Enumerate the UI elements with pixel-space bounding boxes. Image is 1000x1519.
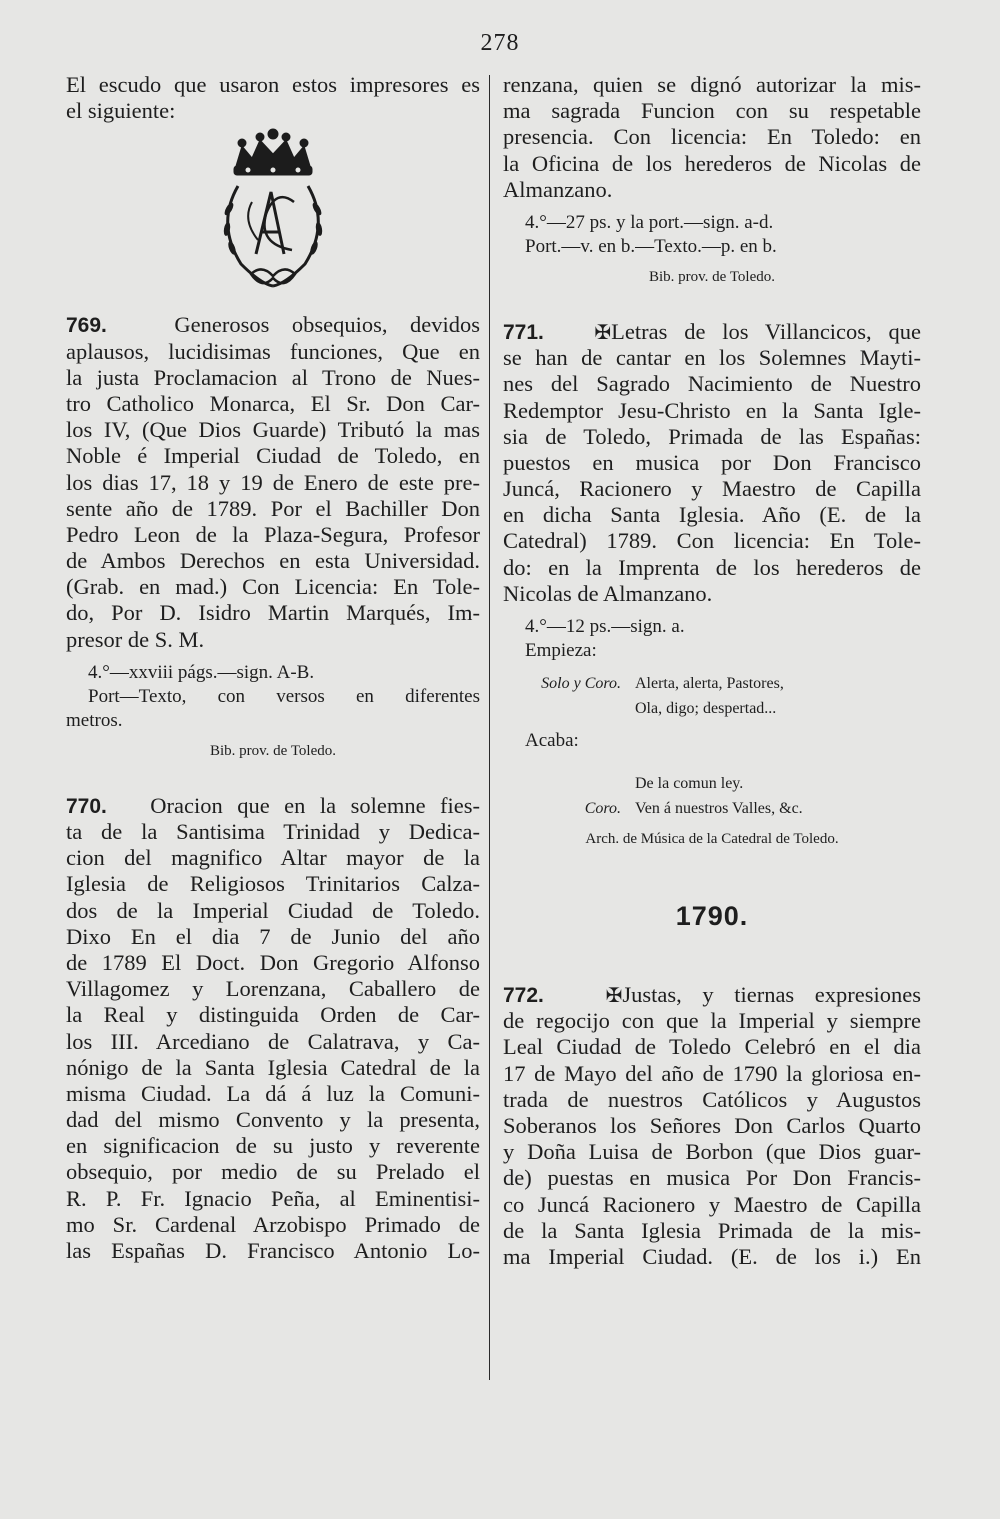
entry-line: tro Catholico Monarca, El Sr. Don Car-: [66, 390, 480, 416]
entry-line: dos de la Imperial Ciudad de Toledo.: [66, 897, 480, 923]
entry-number: 769.: [66, 314, 107, 338]
entry-line: Justas, y tiernas expresiones: [622, 982, 921, 1007]
entry-line: presencia. Con licencia: En Toledo: en: [503, 124, 921, 150]
entry-line: 17 de Mayo del año de 1790 la gloriosa en-: [503, 1060, 921, 1086]
entry-line: sia de Toledo, Primada de las Españas:: [503, 423, 921, 449]
entry-769: [66, 312, 480, 760]
entry-line: ta de la Santisima Trinidad y Dedica-: [66, 819, 480, 844]
entry-line: misma Ciudad. La dá á luz la Comuni-: [66, 1080, 480, 1106]
entry-line: dad del mismo Convento y la presenta,: [66, 1107, 480, 1133]
entry-line: co Juncá Racionero y Maestro de Capilla: [503, 1191, 921, 1217]
verse-role: Solo y Coro.: [541, 675, 621, 692]
entry-line: Leal Ciudad de Toledo Celebró en el dia: [503, 1034, 921, 1060]
entry-line: las Españas D. Francisco Antonio Lo-: [66, 1238, 480, 1263]
intro-line: El escudo que usaron estos impresores es: [66, 72, 480, 97]
entry-citation: Bib. prov. de Toledo.: [648, 268, 776, 285]
verse-line: [503, 671, 921, 696]
year-heading: 1790.: [675, 901, 749, 931]
entry-line: Iglesia de Religiosos Trinitarios Calza-: [66, 871, 480, 897]
entry-citation: Arch. de Música de la Catedral de Toledo.: [585, 831, 839, 847]
entry-line: la Real y distinguida Orden de Car-: [66, 1002, 480, 1028]
entry-770-continued: [503, 72, 921, 287]
left-column: [66, 72, 480, 1264]
entry-line: de la Santa Iglesia Primada de la mis-: [503, 1217, 921, 1243]
verse-text: Alerta, alerta, Pastores,: [635, 675, 784, 692]
printers-emblem-icon: [66, 124, 480, 294]
entry-line: puestos en musica por Don Francisco: [503, 449, 921, 475]
entry-line: Soberanos los Señores Don Carlos Quarto: [503, 1112, 921, 1138]
entry-description: 4.°—27 ps. y la port.—sign. a-d.: [525, 211, 774, 233]
entry-line: ma Imperial Ciudad. (E. de los i.) En: [503, 1243, 921, 1269]
entry-line: Noble é Imperial Ciudad de Toledo, en: [66, 443, 480, 469]
entry-line: Oracion que en la solemne fies-: [150, 792, 481, 818]
entry-line: Nicolas de Almanzano.: [503, 580, 713, 606]
entry-line: R. P. Fr. Ignacio Peña, al Eminentisi-: [66, 1185, 480, 1211]
entry-line: aplausos, lucidisimas funciones, Que en: [66, 338, 480, 364]
verse-role: Coro.: [584, 800, 621, 817]
entry-line: de 1789 El Doct. Don Gregorio Alfonso: [66, 949, 480, 975]
entry-line: los dias 17, 18 y 19 de Enero de este pre-: [66, 469, 480, 495]
empieza-label: Empieza:: [525, 640, 597, 661]
entry-line: nes del Sagrado Nacimiento de Nuestro: [503, 371, 921, 397]
entry-number: 772.: [503, 984, 544, 1007]
verse-text: Ven á nuestros Valles, &c.: [635, 800, 803, 817]
entry-description: 4.°—12 ps.—sign. a.: [525, 616, 685, 637]
entry-line: Redemptor Jesu-Christo en la Santa Igle-: [503, 397, 921, 423]
entry-line: de) puestas en musica Por Don Francis-: [503, 1165, 921, 1191]
entry-line: se han de cantar en los Solemnes Mayti-: [503, 345, 921, 371]
entry-line: Letras de los Villancicos, que: [611, 318, 921, 344]
entry-description: 4.°—xxviii págs.—sign. A-B.: [88, 661, 315, 683]
entry-number: 770.: [66, 794, 107, 818]
verse-text: Ola, digo; despertad...: [635, 700, 777, 717]
entry-line: la justa Proclamacion al Trono de Nues-: [66, 364, 480, 390]
entry-number: 771.: [503, 320, 544, 344]
entry-line: sente año de 1789. Por el Bachiller Don: [66, 495, 480, 521]
entry-line: de regocijo con que la Imperial y siempre: [503, 1008, 921, 1034]
verse-line: [503, 771, 921, 796]
entry-line: (Grab. en mad.) Con Licencia: En Tole-: [66, 574, 480, 600]
entry-line: obsequio, por medio de su Prelado el: [66, 1159, 480, 1185]
entry-771: [503, 319, 921, 849]
entry-line: do, Por D. Isidro Martin Marqués, Im-: [66, 600, 480, 626]
page-number: 278: [480, 30, 520, 56]
entry-line: Dixo En el dia 7 de Junio del año: [66, 923, 480, 949]
verse-role: [503, 696, 635, 721]
entry-line: trada de nuestros Católicos y Augustos: [503, 1086, 921, 1112]
entry-line: Almanzano.: [503, 176, 613, 202]
verse-role: [503, 771, 635, 796]
entry-line: Pedro Leon de la Plaza-Segura, Profesor: [66, 521, 480, 547]
intro-line: el siguiente:: [66, 98, 176, 124]
entry-line: renzana, quien se dignó autorizar la mis-: [503, 72, 921, 97]
entry-line: en dicha Santa Iglesia. Año (E. de la: [503, 502, 921, 528]
entry-line: los IV, (Que Dios Guarde) Tributó la mas: [66, 417, 480, 443]
entry-line: Villagomez y Lorenzana, Caballero de: [66, 976, 480, 1002]
entry-line: presor de S. M.: [66, 626, 205, 652]
verse-line: [503, 796, 921, 821]
verse-text: De la comun ley.: [635, 775, 744, 792]
verse-line: [503, 696, 921, 721]
entry-line: los III. Arcediano de Calatrava, y Ca-: [66, 1028, 480, 1054]
entry-line: y Doña Luisa de Borbon (que Dios guar-: [503, 1139, 921, 1165]
entry-line: en significacion de su justo y reverente: [66, 1133, 480, 1159]
entry-line: mo Sr. Cardenal Arzobispo Primado de: [66, 1211, 480, 1237]
entry-line: Generosos obsequios, devidos: [174, 312, 480, 338]
entry-line: Juncá, Racionero y Maestro de Capilla: [503, 476, 921, 502]
entry-line: la Oficina de los herederos de Nicolas de: [503, 150, 921, 176]
entry-line: cion del magnifico Altar mayor de la: [66, 845, 480, 871]
right-column: [503, 72, 921, 1270]
entry-citation: Bib. prov. de Toledo.: [209, 742, 337, 759]
entry-line: do: en la Imprenta de los herederos de: [503, 554, 921, 580]
entry-772: [503, 982, 921, 1270]
acaba-label: Acaba:: [525, 730, 579, 751]
entry-description: Port.—v. en b.—Texto.—p. en b.: [525, 235, 777, 257]
cross-icon: ✠: [594, 321, 612, 344]
entry-line: de Ambos Derechos en esta Universidad.: [66, 548, 480, 574]
entry-description: metros.: [66, 709, 123, 731]
cross-icon: ✠: [605, 985, 623, 1007]
entry-description: Port—Texto, con versos en diferentes: [88, 685, 480, 707]
entry-line: nónigo de la Santa Iglesia Catedral de la: [66, 1054, 480, 1080]
entry-line: Catedral) 1789. Con licencia: En Tole-: [503, 528, 921, 554]
entry-line: ma sagrada Funcion con su respetable: [503, 98, 921, 124]
column-divider: [489, 75, 490, 1380]
entry-770: [66, 793, 480, 1264]
